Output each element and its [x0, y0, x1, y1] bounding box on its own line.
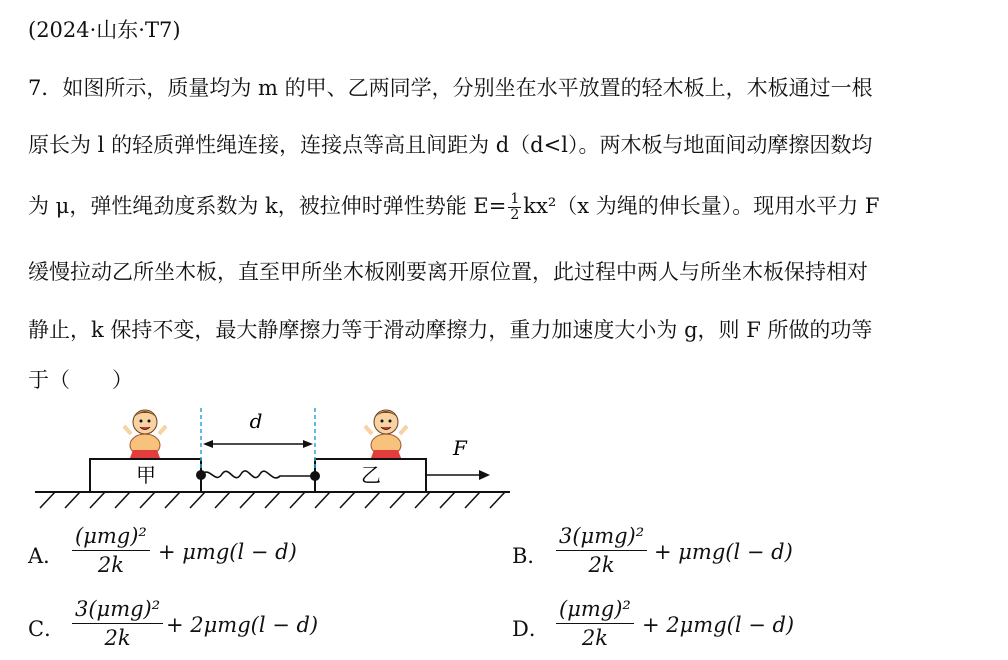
option-b-rest: + μmg(l − d) — [654, 540, 793, 564]
problem-source: (2024·山东·T7) — [28, 18, 181, 42]
option-c-label: C． — [28, 617, 66, 641]
ground-hatching — [40, 492, 505, 508]
half-numerator: 1 — [510, 191, 520, 207]
question-line-3-end: kx²（x 为绳的伸长量）。现用水平力 F — [523, 194, 880, 218]
d-label: d — [249, 409, 263, 433]
option-c-rest: + 2μmg(l − d) — [166, 613, 319, 637]
option-d[interactable] — [512, 595, 952, 655]
connection-point-left — [196, 470, 206, 480]
student-right-icon — [365, 410, 407, 458]
option-a-denominator: 2k — [97, 553, 124, 577]
option-d-fraction — [556, 595, 634, 652]
question-line-1: 7．如图所示，质量均为 m 的甲、乙两同学，分别坐在水平放置的轻木板上，木板通过一根 — [28, 76, 873, 100]
option-a-fraction — [72, 522, 150, 579]
half-fraction — [508, 192, 521, 223]
force-arrowhead — [479, 470, 490, 480]
option-a-label: A． — [28, 544, 65, 568]
option-b[interactable] — [512, 522, 952, 582]
half-denominator: 2 — [510, 207, 520, 223]
option-d-label: D． — [512, 617, 550, 641]
option-a[interactable] — [28, 522, 448, 582]
option-a-rest: + μmg(l − d) — [158, 540, 297, 564]
question-line-2: 原长为 l 的轻质弹性绳连接，连接点等高且间距为 d（d<l）。两木板与地面间动摩擦因数均 — [28, 133, 873, 157]
question-line-4: 缓慢拉动乙所坐木板，直至甲所坐木板刚要离开原位置，此过程中两人与所坐木板保持相对 — [28, 260, 868, 284]
board-right-label: 乙 — [361, 463, 381, 487]
question-line-6: 于（ ） — [28, 368, 133, 392]
physics-figure — [0, 400, 560, 518]
force-label: F — [453, 436, 467, 460]
question-line-3-start: 为 μ，弹性绳劲度系数为 k，被拉伸时弹性势能 E= — [28, 194, 507, 218]
board-left-label: 甲 — [136, 463, 156, 487]
elastic-cord — [201, 471, 315, 478]
option-b-numerator: 3(μmg)² — [556, 522, 647, 551]
option-d-rest: + 2μmg(l − d) — [642, 613, 795, 637]
option-c-numerator: 3(μmg)² — [72, 595, 163, 624]
option-c-denominator: 2k — [104, 626, 131, 650]
option-b-label: B． — [512, 544, 549, 568]
option-d-numerator: (μmg)² — [556, 595, 634, 624]
option-b-fraction — [556, 522, 647, 579]
option-c[interactable] — [28, 595, 448, 655]
student-left-icon — [124, 410, 166, 458]
option-c-fraction — [72, 595, 163, 652]
option-b-denominator: 2k — [588, 553, 615, 577]
d-arrowhead-right — [303, 440, 313, 448]
option-d-denominator: 2k — [581, 626, 608, 650]
question-line-5: 静止，k 保持不变，最大静摩擦力等于滑动摩擦力，重力加速度大小为 g，则 F 所做的功等 — [28, 318, 873, 342]
d-arrowhead-left — [203, 440, 213, 448]
option-a-numerator: (μmg)² — [72, 522, 150, 551]
question-line-3 — [28, 190, 998, 223]
connection-point-right — [310, 471, 320, 481]
